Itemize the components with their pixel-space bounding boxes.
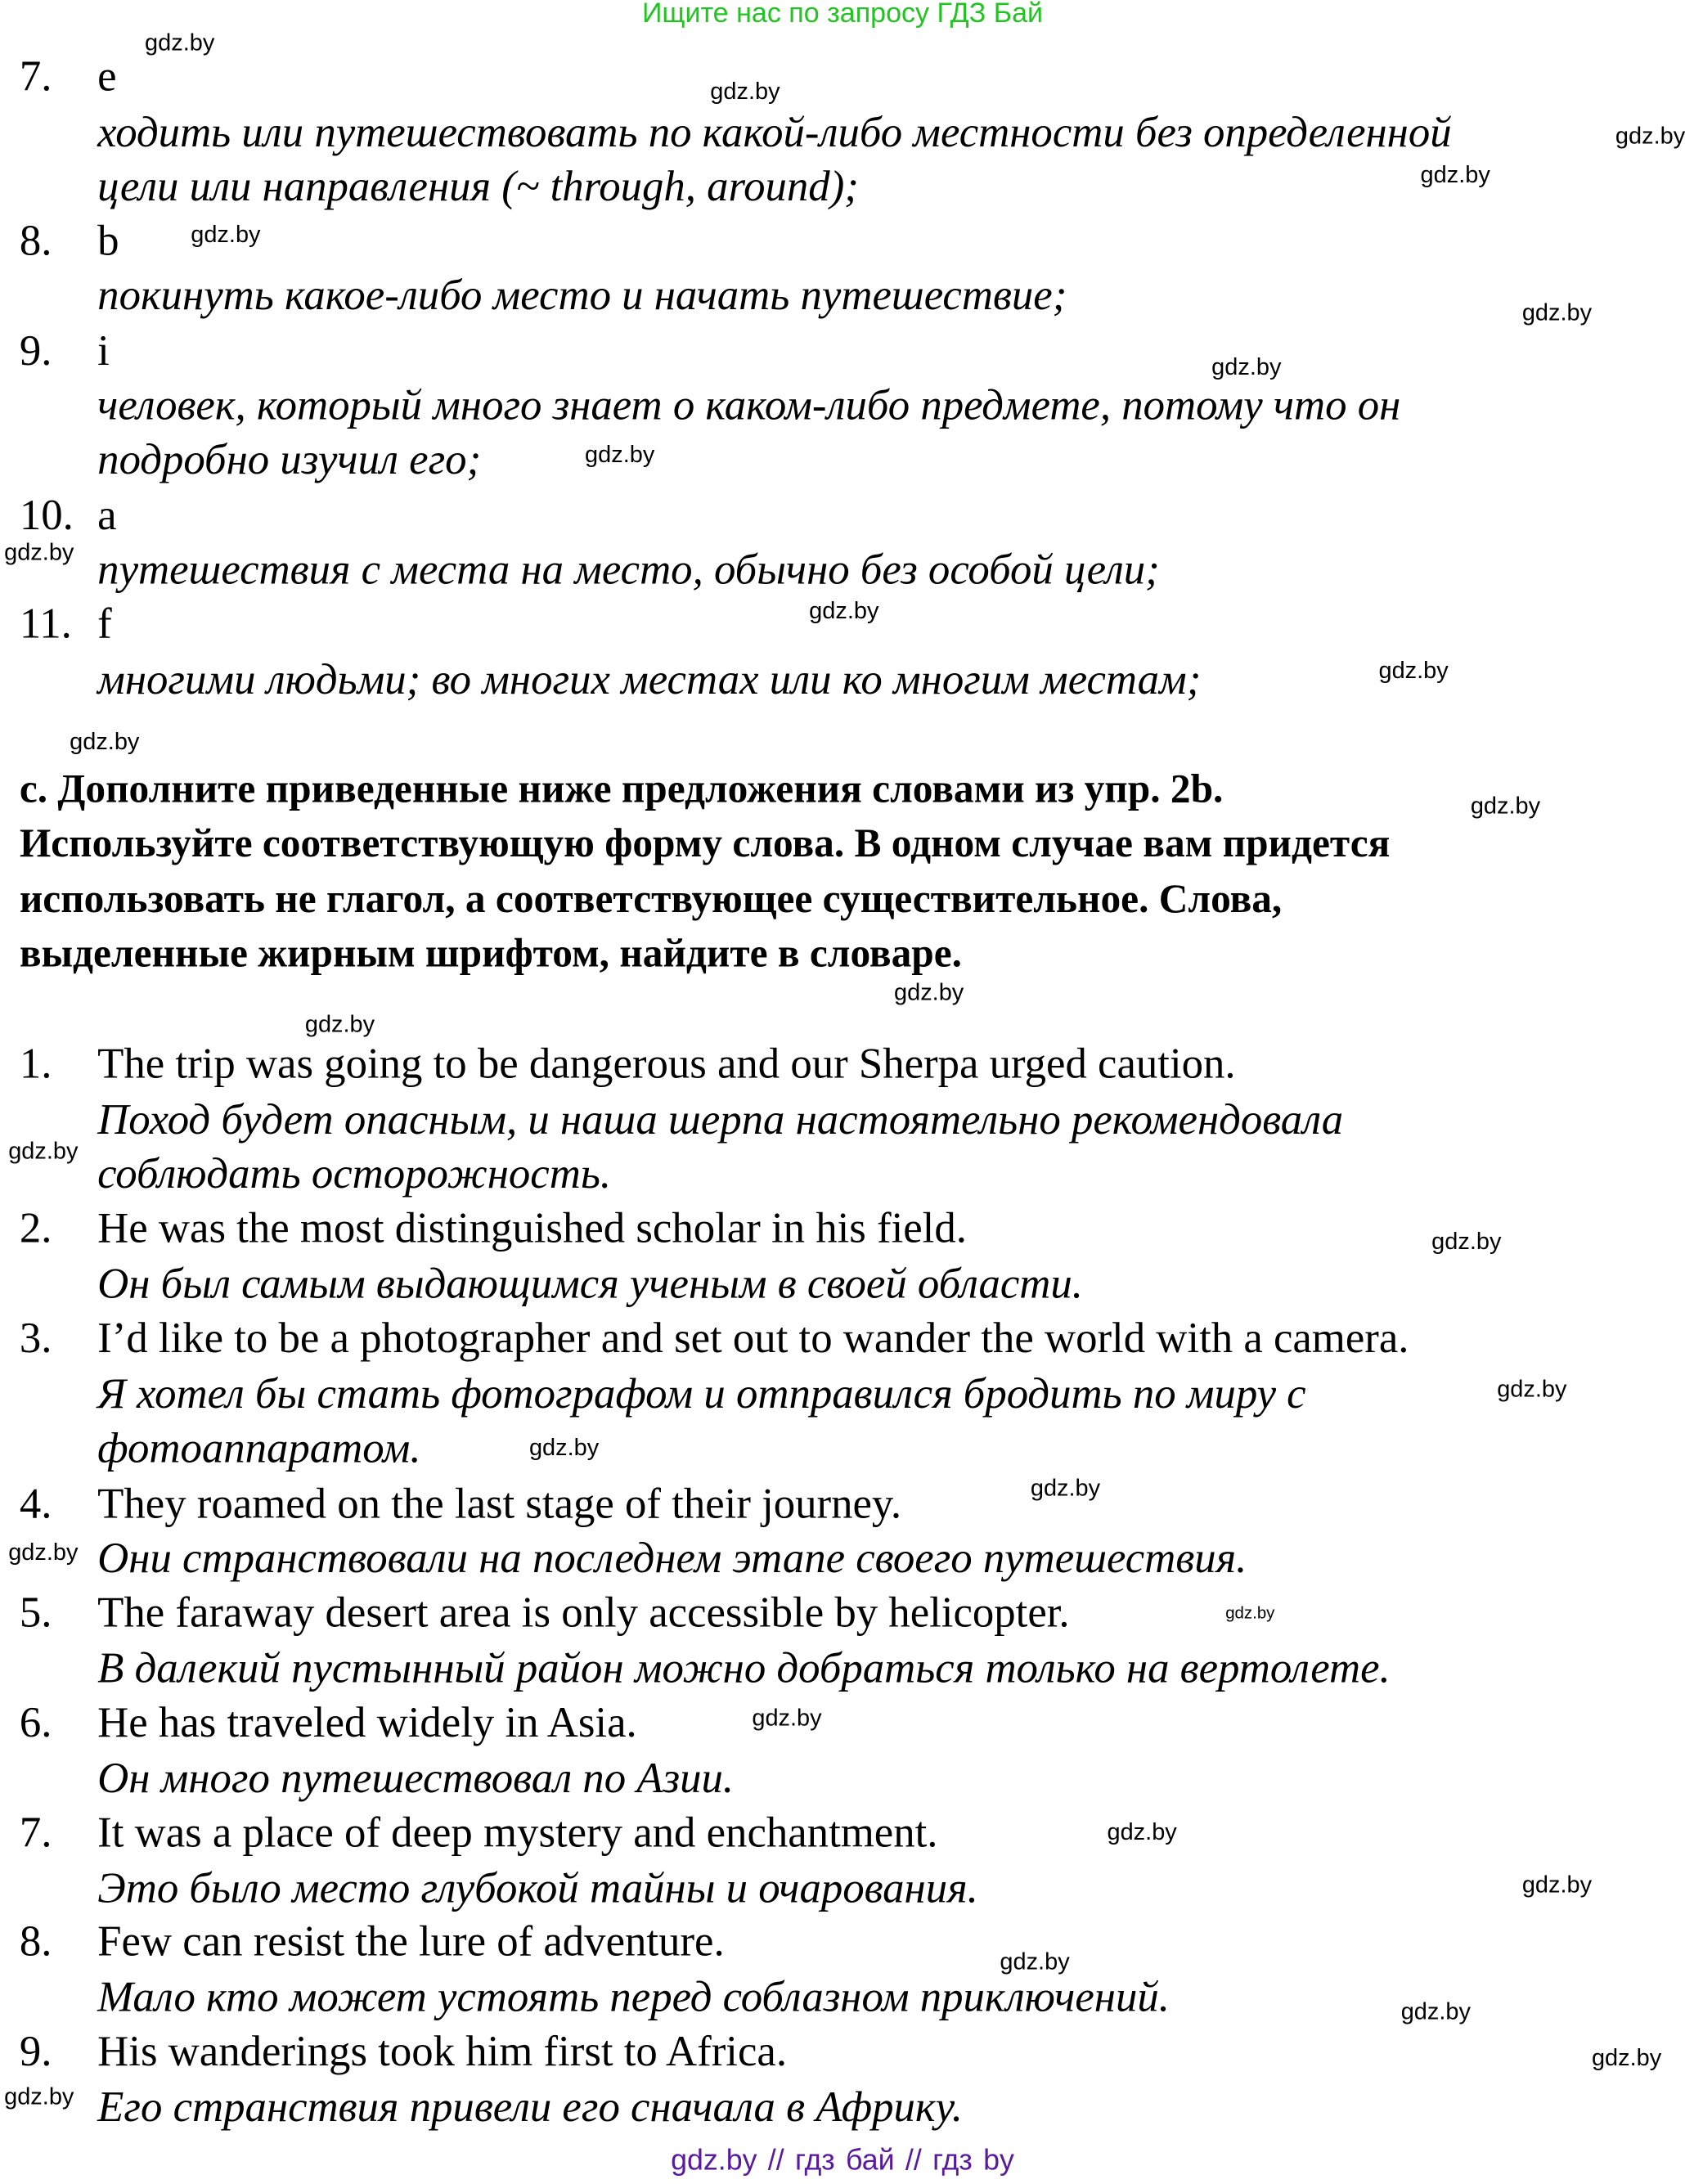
watermark: gdz.by: [1211, 353, 1282, 380]
watermark: gdz.by: [1420, 161, 1490, 188]
watermark: gdz.by: [1470, 792, 1541, 820]
watermark: gdz.by: [191, 221, 261, 249]
watermark: gdz.by: [1225, 1602, 1275, 1623]
task-heading-line: выделенные жирным шрифтом, найдите в словаре.: [19, 931, 963, 977]
watermark: gdz.by: [894, 978, 964, 1006]
watermark: gdz.by: [1431, 1228, 1502, 1255]
watermark: gdz.by: [585, 441, 655, 469]
watermark: gdz.by: [1107, 1818, 1177, 1845]
watermark: gdz.by: [304, 1011, 375, 1038]
watermark: gdz.by: [1591, 2044, 1662, 2071]
task-heading-line: использовать не глагол, а соответствующее существительное. Слова,: [19, 877, 1283, 923]
watermark: gdz.by: [4, 538, 74, 566]
watermark: gdz.by: [710, 78, 780, 105]
watermark: gdz.by: [1521, 299, 1593, 326]
watermark: gdz.by: [1400, 1998, 1471, 2025]
watermark: gdz.by: [1030, 1474, 1101, 1502]
watermark: gdz.by: [1000, 1948, 1070, 1975]
watermark: gdz.by: [8, 1137, 79, 1165]
watermark: gdz.by: [145, 29, 215, 56]
watermark: gdz.by: [1378, 657, 1449, 684]
watermark: gdz.by: [8, 1539, 79, 1566]
watermark: gdz.by: [4, 2083, 74, 2110]
watermark: gdz.by: [752, 1704, 822, 1732]
watermark: gdz.by: [1521, 1872, 1593, 1899]
watermark: gdz.by: [528, 1434, 600, 1461]
watermark: gdz.by: [1497, 1376, 1567, 1403]
watermark: gdz.by: [1615, 122, 1685, 150]
watermark: gdz.by: [70, 728, 140, 755]
task-heading-line: c. Дополните приведенные ниже предложения словами из упр. 2b.: [19, 767, 1224, 812]
task-heading-line: Используйте соответствующую форму слова. В одном случае вам придется: [19, 821, 1391, 866]
footer-banner: gdz.by // гдз бай // гдз by: [671, 2144, 1014, 2177]
page: Ищите нас по запросу ГДЗ Бай 7. e ходить или путешествовать по какой-либо местности без определенной цели или направления (~ through, around); 8. b покинуть какое-либо место и начать путешествие; 9. i человек, который много знает о каком-либо предмете, потому что он подробно изучил его; 10. a путешествия с места на место, обычно без особой цели; 11. f многими людьми; во многих местах или ко многим местам; c. Дополните приведенные ниже предложения словами из упр. 2b. Используйте соответствующую форму слова. В одном случае вам придется использовать не глагол, а соответствующее существительное. Слова, выделенные жирным шрифтом, найдите в словаре. 1. The trip was going to be dangerous and our Sherpa urged caution. Поход будет опасным, и наша шерпа настоятельно рекомендовала соблюдать осторожность. 2. He was the most distinguished scholar in his field. Он был самым выдающимся ученым в своей области. 3. I’d like to be a photographer and set out to wander the world with a camera. Я хотел бы стать фотографом и отправился бродить по миру с фотоаппаратом. 4. They roamed on the last stage of their journey. Они странствовали на последнем этапе своего путешествия. 5. The faraway desert area is only accessible by helicopter. В далекий пустынный район можно добраться только на вертолете. 6. He has traveled widely in Asia. Он много путешествовал по Азии. 7. It was a place of deep mystery and enchantment. Это было место глубокой тайны и очарования. 8. Few can resist the lure of adventure. Мало кто может устоять перед соблазном приключений. 9. His wanderings took him first to Africa. Его странствия привели его сначала в Африку. gdz.by gdz.by gdz.by gdz.by gdz.by gdz.by gdz.by gdz.by gdz.by gdz.by gdz.by gdz.by gdz.by gdz.by gdz.by gdz.by gdz.by gdz.by gdz.by gdz.by gdz.by gdz.by gdz.by gdz.by gdz.by gdz.by gdz.by gdz.by gdz.by gdz.by // гдз бай // гдз by: [0, 0, 1685, 2184]
header-banner: Ищите нас по запросу ГДЗ Бай: [641, 0, 1044, 29]
watermark: gdz.by: [809, 597, 879, 624]
